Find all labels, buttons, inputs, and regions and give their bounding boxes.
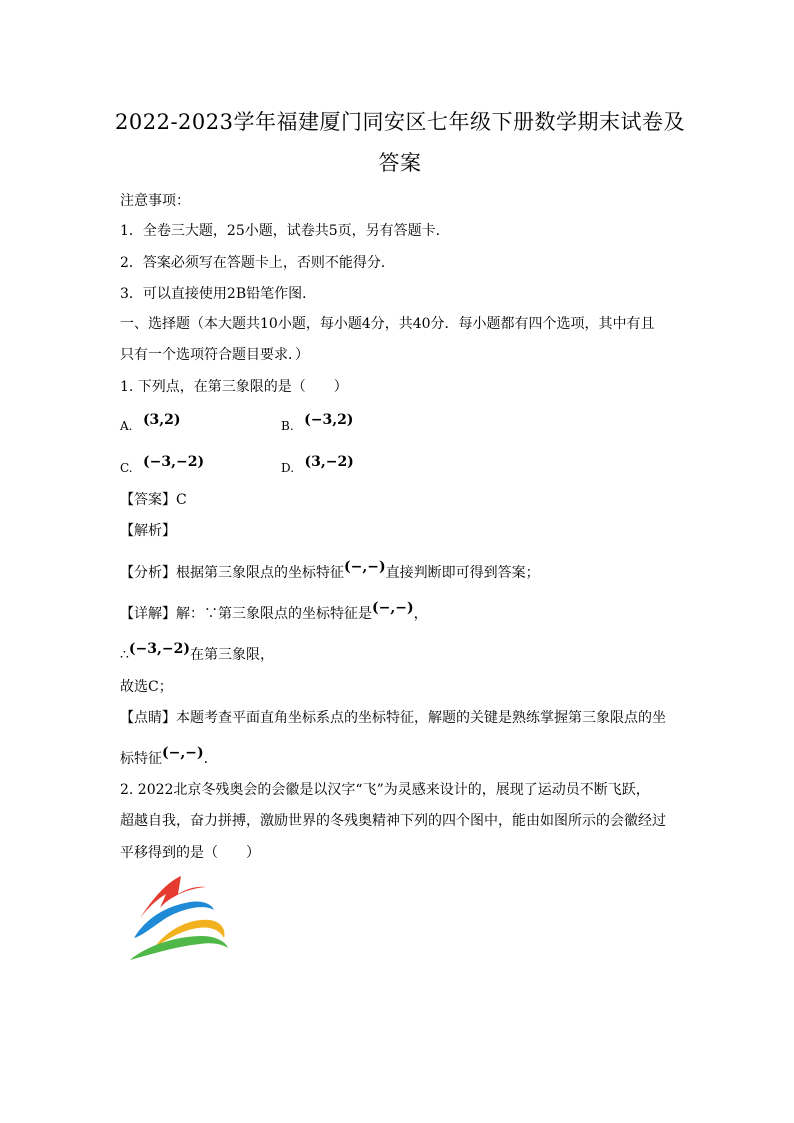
therefore-math: (−3,−2) xyxy=(128,641,190,657)
notes-heading: 注意事项： xyxy=(120,193,190,209)
fenxi-text-end: 直接判断即可得到答案； xyxy=(385,565,540,581)
dianjing-line2 xyxy=(120,745,209,768)
xiangjie-line xyxy=(120,600,428,623)
emblem-green-stroke xyxy=(130,936,228,960)
document-title-line1: 2022-2023学年福建厦门同安区七年级下册数学期末试卷及 xyxy=(115,110,685,134)
note-item: 3．可以直接使用2B铅笔作图． xyxy=(120,286,317,302)
option-a-label: A. xyxy=(120,419,133,433)
document-title-line2: 答案 xyxy=(378,151,422,175)
xiangjie-text: 【详解】解：∵第三象限点的坐标特征是 xyxy=(120,606,372,622)
option-d-value: (3,−2) xyxy=(304,454,354,470)
xiangjie-math: (−,−) xyxy=(372,600,414,616)
option-d xyxy=(281,454,354,476)
dianjing-math: (−,−) xyxy=(162,745,204,761)
therefore-text: 在第三象限， xyxy=(190,647,274,663)
section-heading-continued: 只有一个选项符合题目要求．） xyxy=(120,347,309,363)
option-c xyxy=(120,454,205,476)
option-b xyxy=(281,412,354,434)
fenxi-line xyxy=(120,559,540,582)
option-c-value: (−3,−2) xyxy=(143,454,205,470)
question-2-line3: 平移得到的是（ ） xyxy=(120,845,260,861)
question-2-line1: 2. 2022北京冬残奥会的会徽是以汉字“飞”为灵感来设计的，展现了运动员不断飞跃， xyxy=(120,782,650,798)
option-b-label: B. xyxy=(281,419,294,433)
therefore-symbol: ∴ xyxy=(120,647,129,663)
fenxi-text: 【分析】根据第三象限点的坐标特征 xyxy=(120,565,344,581)
option-b-value: (−3,2) xyxy=(304,412,354,428)
question-1-stem: 1. 下列点，在第三象限的是（ ） xyxy=(120,379,348,395)
note-item: 1．全卷三大题，25小题，试卷共5页，另有答题卡． xyxy=(120,223,450,239)
fenxi-math: (−,−) xyxy=(344,559,386,575)
choose-line: 故选C； xyxy=(120,679,173,695)
note-item: 2．答案必须写在答题卡上，否则不能得分． xyxy=(120,255,395,271)
dianjing-line1: 【点睛】本题考查平面直角坐标系点的坐标特征，解题的关键是熟练掌握第三象限点的坐 xyxy=(120,710,666,726)
question-2-line2: 超越自我，奋力拼搏，激励世界的冬残奥精神下列的四个图中，能由如图所示的会徽经过 xyxy=(120,813,666,829)
dianjing-text: 标特征 xyxy=(120,751,162,767)
option-c-label: C. xyxy=(120,461,133,475)
dianjing-text-end: . xyxy=(203,751,209,767)
option-a xyxy=(120,412,181,434)
option-d-label: D. xyxy=(281,461,295,475)
option-a-value: (3,2) xyxy=(142,412,181,428)
therefore-line xyxy=(120,641,274,664)
analysis-heading: 【解析】 xyxy=(120,523,176,539)
paralympic-emblem-image xyxy=(126,874,232,964)
xiangjie-text-end: ， xyxy=(413,606,428,622)
section-heading: 一、选择题（本大题共10小题，每小题4分，共40分．每小题都有四个选项，其中有且 xyxy=(120,316,655,332)
answer-line: 【答案】C xyxy=(120,492,187,508)
